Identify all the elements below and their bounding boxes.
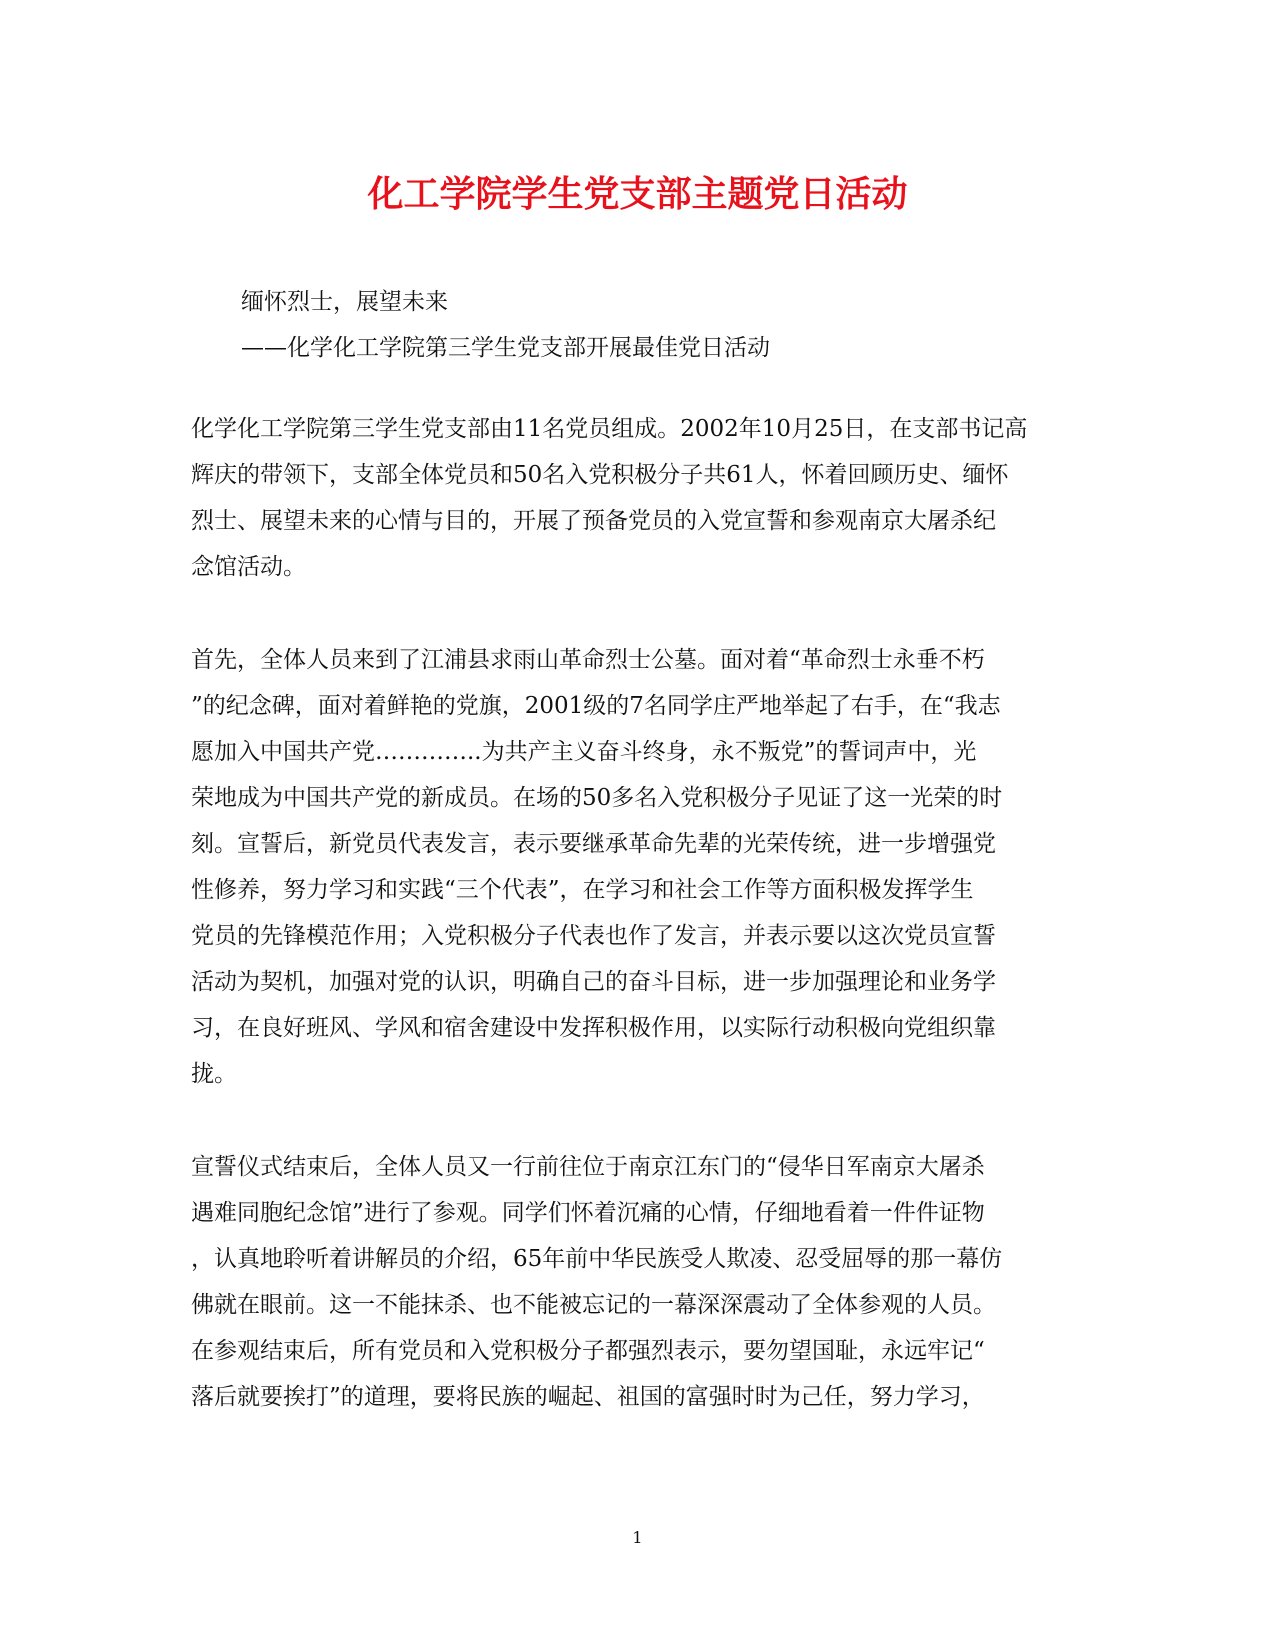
paragraph-line: 遇难同胞纪念馆”进行了参观。同学们怀着沉痛的心情，仔细地看着一件件证物: [191, 1200, 985, 1226]
paragraph-line: 愿加入中国共产党…………..为共产主义奋斗终身，永不叛党”的誓词声中，光: [191, 739, 977, 765]
paragraph-line: 落后就要挨打”的道理，要将民族的崛起、祖国的富强时时为己任，努力学习，: [191, 1384, 985, 1410]
subtitle-line: ——化学化工学院第三学生党支部开展最佳党日活动: [241, 335, 770, 361]
paragraph-line: 拢。: [191, 1061, 237, 1087]
paragraph-line: 党员的先锋模范作用；入党积极分子代表也作了发言，并表示要以这次党员宣誓: [191, 923, 996, 949]
page-number: 1: [632, 1528, 643, 1547]
paragraph-line: 在参观结束后，所有党员和入党积极分子都强烈表示，要勿望国耻，永远牢记“: [191, 1338, 985, 1364]
paragraph-line: 习，在良好班风、学风和宿舍建设中发挥积极作用，以实际行动积极向党组织靠: [191, 1015, 996, 1041]
paragraph-line: 性修养，努力学习和实践“三个代表”，在学习和社会工作等方面积极发挥学生: [191, 877, 974, 903]
paragraph-line: 活动为契机，加强对党的认识，明确自己的奋斗目标，进一步加强理论和业务学: [191, 969, 996, 995]
paragraph-line: 辉庆的带领下，支部全体党员和50名入党积极分子共61人，怀着回顾历史、缅怀: [191, 462, 1009, 488]
paragraph-line: 佛就在眼前。这一不能抹杀、也不能被忘记的一幕深深震动了全体参观的人员。: [191, 1292, 996, 1318]
paragraph-line: ，认真地聆听着讲解员的介绍，65年前中华民族受人欺凌、忍受屈辱的那一幕仿: [191, 1246, 1003, 1272]
paragraph-line: 荣地成为中国共产党的新成员。在场的50多名入党积极分子见证了这一光荣的时: [191, 785, 1003, 811]
paragraph-line: 首先，全体人员来到了江浦县求雨山革命烈士公墓。面对着“革命烈士永垂不朽: [191, 647, 985, 673]
paragraph-line: 化学化工学院第三学生党支部由11名党员组成。2002年10月25日，在支部书记高: [191, 416, 1028, 442]
paragraph-line: 烈士、展望未来的心情与目的，开展了预备党员的入党宣誓和参观南京大屠杀纪: [191, 508, 996, 534]
subtitle-line: 缅怀烈士，展望未来: [241, 289, 448, 315]
paragraph-line: 刻。宣誓后，新党员代表发言，表示要继承革命先辈的光荣传统，进一步增强党: [191, 831, 996, 857]
paragraph-line: 念馆活动。: [191, 554, 306, 580]
document-title: 化工学院学生党支部主题党日活动: [367, 173, 908, 215]
paragraph-line: 宣誓仪式结束后，全体人员又一行前往位于南京江东门的“侵华日军南京大屠杀: [191, 1154, 985, 1180]
paragraph-line: ”的纪念碑，面对着鲜艳的党旗，2001级的7名同学庄严地举起了右手，在“我志: [191, 693, 1001, 719]
